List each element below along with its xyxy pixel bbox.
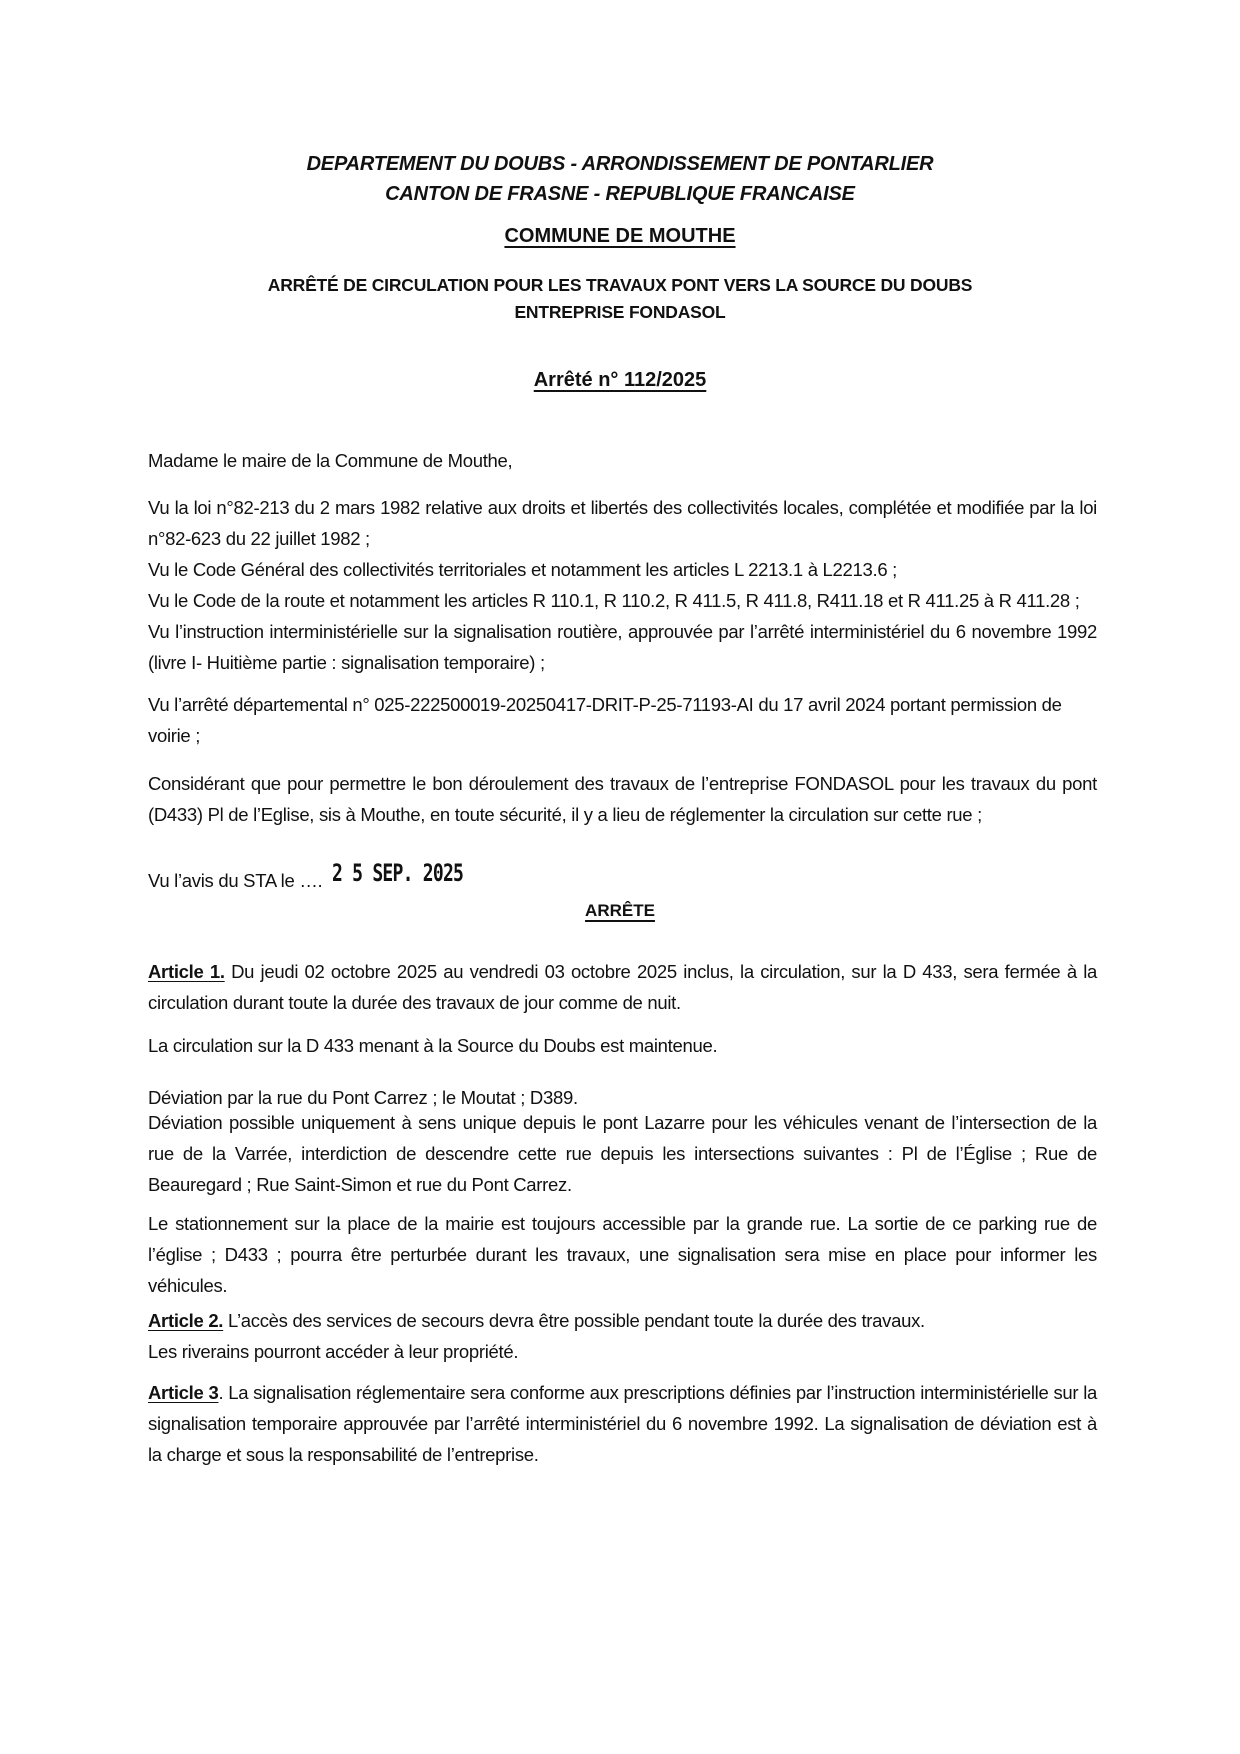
article-2-text: L’accès des services de secours devra être possible pendant toute la durée des travaux.	[228, 1310, 925, 1331]
commune-heading	[0, 225, 1240, 248]
article-3	[148, 1377, 1097, 1470]
article-2-label: Article 2.	[148, 1310, 224, 1331]
document-title-line1: ARRÊTÉ DE CIRCULATION POUR LES TRAVAUX PONT VERS LA SOURCE DU DOUBS	[267, 275, 973, 295]
vu-code-general: Vu le Code Général des collectivités territoriales et notamment les articles L 2213.1 à L2213.6 ;	[148, 559, 898, 580]
article-2	[148, 1305, 1097, 1367]
article-1-deviation-details: Déviation possible uniquement à sens unique depuis le pont Lazarre pour les véhicules venant de l’intersection de la rue de la Varrée, interdiction de descendre cette rue depuis les intersections suivantes : Pl de l’Église ; Rue de Beauregard ; Rue Saint-Simon et rue du Pont Carrez.	[148, 1112, 1097, 1195]
salutation: Madame le maire de la Commune de Mouthe,	[148, 450, 513, 471]
date-stamp: 2 5 SEP. 2025	[332, 859, 464, 887]
article-2-riverains: Les riverains pourront accéder à leur propriété.	[148, 1341, 519, 1362]
arrete-number-text: Arrêté n° 112/2025	[533, 369, 707, 391]
avis-sta	[148, 859, 1097, 896]
vu-instruction: Vu l’instruction interministérielle sur la signalisation routière, approuvée par l’arrêté interministériel du 6 novembre 1992 (livre I- Huitième partie : signalisation temporaire) ;	[148, 621, 1097, 673]
article-1-paragraph-2: La circulation sur la D 433 menant à la Source du Doubs est maintenue.	[148, 1035, 718, 1056]
commune-name: COMMUNE DE MOUTHE	[504, 225, 736, 247]
vu-block	[148, 492, 1097, 678]
document-title-line2: ENTREPRISE FONDASOL	[514, 302, 726, 322]
article-3-label: Article 3	[148, 1382, 219, 1403]
article-3-text: . La signalisation réglementaire sera conforme aux prescriptions définies par l’instruction interministérielle sur la signalisation temporaire approuvée par l’arrêté interministériel du 6 novembre 1992. La signalisation de déviation est à la charge et sous la responsabilité de l’entreprise.	[148, 1382, 1097, 1465]
header-department-line: DEPARTEMENT DU DOUBS - ARRONDISSEMENT DE PONTARLIER	[306, 153, 934, 175]
avis-sta-label: Vu l’avis du STA le ….	[148, 870, 323, 891]
article-1	[148, 956, 1097, 1018]
considerant: Considérant que pour permettre le bon déroulement des travaux de l’entreprise FONDASOL pour les travaux du pont (D433) Pl de l’Eglise, sis à Mouthe, en toute sécurité, il y a lieu de réglementer la circulation sur cette rue ;	[148, 773, 1097, 825]
arrete-heading	[0, 901, 1240, 921]
article-1-stationnement: Le stationnement sur la place de la mairie est toujours accessible par la grande rue. La sortie de ce parking rue de l’église ; D433 ; pourra être perturbée durant les travaux, une signalisation sera mise en place pour informer les véhicules.	[148, 1213, 1097, 1296]
vu-loi-82-213: Vu la loi n°82-213 du 2 mars 1982 relative aux droits et libertés des collectivités locales, complétée et modifiée par la loi n°82-623 du 22 juillet 1982 ;	[148, 497, 1097, 549]
article-1-text: Du jeudi 02 octobre 2025 au vendredi 03 octobre 2025 inclus, la circulation, sur la D 433, sera fermée à la circulation durant toute la durée des travaux de jour comme de nuit.	[148, 961, 1097, 1013]
header-canton-line: CANTON DE FRASNE - REPUBLIQUE FRANCAISE	[385, 183, 855, 205]
vu-arrete-departemental: Vu l’arrêté départemental n° 025-222500019-20250417-DRIT-P-25-71193-AI du 17 avril 2024 portant permission de voirie ;	[148, 694, 1062, 746]
arrete-heading-text: ARRÊTE	[585, 901, 655, 920]
article-1-label: Article 1.	[148, 961, 225, 982]
vu-code-route: Vu le Code de la route et notamment les articles R 110.1, R 110.2, R 411.5, R 411.8, R411.18 et R 411.25 à R 411.28 ;	[148, 590, 1080, 611]
arrete-number	[0, 369, 1240, 392]
article-1-deviation: Déviation par la rue du Pont Carrez ; le Moutat ; D389.	[148, 1087, 578, 1108]
